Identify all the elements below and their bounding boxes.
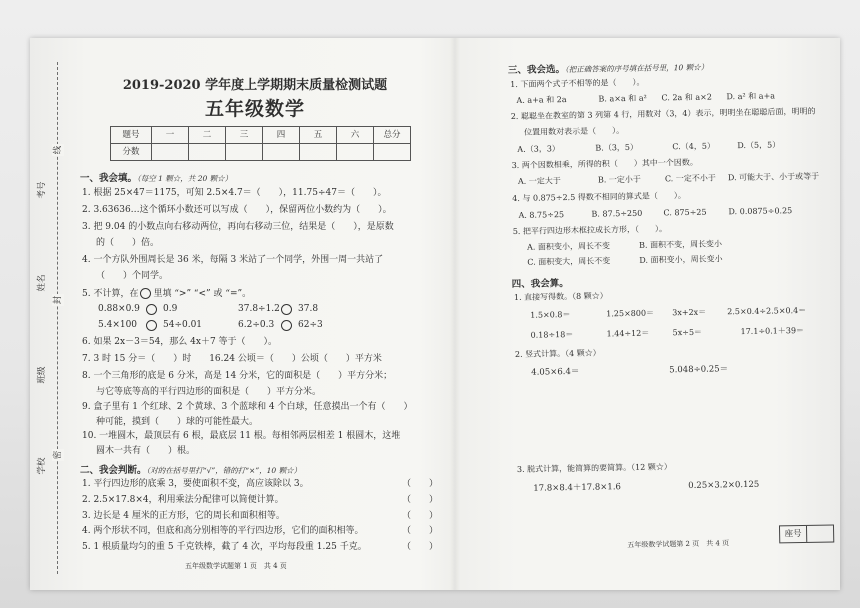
calc-stepwise-item: 0.25×3.2×0.125 — [688, 479, 760, 492]
score-cell — [189, 144, 226, 161]
score-table — [110, 126, 411, 161]
binding-school-label: 学校 — [37, 457, 47, 475]
fill-q2: 2. 3.63636…这个循环小数还可以写成（ ），保留两位小数约为（ ）。 — [82, 205, 392, 215]
page-footer-left: 五年级数学试题第 1 页 共 4 页 — [185, 562, 287, 570]
fill-q8-line1: 8. 一个三角形的底是 6 分米，高是 14 分米，它的面积是（ ）平方分米； — [82, 371, 393, 381]
binding-name-label: 姓名 — [37, 274, 47, 292]
score-cell — [374, 144, 411, 161]
judge-item: 3. 边长是 4 厘米的正方形，它的周长和面积相等。 — [82, 511, 285, 521]
compare-right: 0.9 — [163, 304, 178, 314]
judge-item: 2. 2.5×17.8×4，利用乘法分配律可以简便计算。 — [82, 495, 284, 505]
section-choose-header — [508, 59, 708, 77]
fill-q5 — [82, 288, 251, 300]
choose-q5-stem: 5. 把平行四边形木框拉成长方形，（ ）。 — [512, 224, 668, 237]
judge-answer-blank: （ ） — [402, 479, 439, 489]
choose-q5-option-c: C. 面积变大，周长不变 — [527, 256, 611, 267]
fill-q10-line2: 圆木一共有（ ）根。 — [96, 446, 196, 456]
section-judge-header — [80, 462, 301, 477]
section-calc-header — [512, 275, 569, 291]
judge-answer-blank: （ ） — [402, 495, 439, 505]
seat-number-blank — [807, 525, 833, 541]
choose-q2-stem-line1: 2. 聪聪坐在教室的第 3 列第 4 行，用数对（3，4）表示，明明坐在聪聪后面，明明的 — [510, 106, 816, 122]
calc-oral-item: 2.5×0.4÷2.5×0.4＝ — [727, 305, 807, 317]
right-page — [450, 0, 846, 608]
binding-exam-no-label: 考号 — [37, 181, 47, 199]
fill-q9-line1: 9. 盒子里有 1 个红球、2 个黄球、3 个蓝球和 4 个白球，任意摸出一个有（ ） — [82, 402, 413, 412]
calc-oral-item: 1.44÷12＝ — [606, 328, 650, 339]
compare-circle — [146, 320, 157, 331]
section-calc-title: 四、我会算。 — [511, 278, 569, 291]
compare-left: 5.4×100 — [98, 320, 138, 330]
calc-part1-title: 1. 直接写得数。（8 颗☆） — [513, 291, 608, 303]
calc-oral-item: 0.18÷18＝ — [530, 329, 574, 340]
choose-q1-stem: 1. 下面两个式子不相等的是（ ）。 — [510, 77, 645, 90]
section-choose-note: （把正确答案的序号填在括号里，10 颗☆） — [564, 62, 709, 75]
choose-q3-stem: 3. 两个因数相乘，所得的积（ ）其中一个因数。 — [511, 157, 698, 171]
choose-q2-stem-line2: 位置用数对表示是（ ）。 — [523, 126, 625, 137]
judge-answer-blank: （ ） — [402, 542, 439, 552]
seal-char-xian: 线 — [53, 145, 63, 155]
fill-q5-prefix: 5. 不计算，在 — [82, 289, 139, 299]
compare-left: 0.88×0.9 — [98, 304, 140, 314]
choose-q4-option-d: D. 0.0875÷0.25 — [728, 206, 793, 217]
choose-q5-option-a: A. 面积变小，周长不变 — [527, 241, 611, 252]
score-cell — [152, 144, 189, 161]
compare-circle — [140, 288, 151, 299]
calc-part3-title: 3. 脱式计算，能简算的要简算。（12 颗☆） — [516, 462, 672, 474]
fill-q6: 6. 如果 2x－3＝54，那么 4x＋7 等于（ ）。 — [82, 337, 278, 347]
choose-q2-option-b: B.（3，5） — [595, 142, 639, 153]
score-header-cell: 题号 — [111, 127, 152, 144]
fill-q5-suffix: 里填 “>” “<” 或 “=”。 — [153, 289, 252, 299]
compare-right: 62÷3 — [298, 320, 323, 330]
fill-q9-line2: 种可能，摸到（ ）球的可能性最大。 — [96, 417, 259, 427]
judge-item: 1. 平行四边形的底乘 3，要使面积不变，高应该除以 3。 — [82, 479, 309, 489]
section-fill-title: 一、我会填。 — [80, 173, 138, 184]
compare-circle — [146, 304, 157, 315]
calc-oral-item: 1.25×800＝ — [606, 308, 655, 319]
score-cell — [226, 144, 263, 161]
fill-q10-line1: 10. 一堆圆木，最顶层有 6 根，最底层 11 根。每相邻两层相差 1 根圆木，这堆 — [82, 431, 401, 441]
fill-q7: 7. 3 时 15 分＝（ ）时 16.24 公顷＝（ ）公顷（ ）平方米 — [82, 354, 382, 364]
choose-q5-option-d: D. 面积变小，周长变小 — [639, 254, 723, 265]
choose-q1-option-d: D. a² 和 a+a — [726, 91, 776, 102]
binding-dashed-line — [57, 62, 58, 574]
score-header-cell: 六 — [337, 127, 374, 144]
page-footer-right: 五年级数学试题第 2 页 共 4 页 — [627, 539, 730, 550]
score-cell — [337, 144, 374, 161]
score-cell — [263, 144, 300, 161]
seal-char-feng: 封 — [53, 295, 63, 305]
fill-q3-line1: 3. 把 9.04 的小数点向右移动两位，再向右移动三位，结果是（ ），是原数 — [82, 222, 394, 232]
score-header-cell: 二 — [189, 127, 226, 144]
section-fill-header — [80, 170, 232, 185]
calc-oral-item: 17.1÷0.1＋39＝ — [740, 325, 805, 337]
choose-q2-option-a: A.（3，3） — [517, 144, 560, 154]
compare-right: 37.8 — [298, 304, 319, 314]
fill-q4-line2: （ ）个同学。 — [96, 271, 169, 281]
choose-q1-option-a: A. a+a 和 2a — [516, 95, 567, 105]
calc-vertical-item: 4.05×6.4＝ — [531, 366, 580, 378]
choose-q3-option-c: C. 一定不小于 — [664, 173, 716, 184]
choose-q1-option-c: C. 2a 和 a×2 — [661, 92, 713, 103]
judge-item: 4. 两个形状不同，但底和高分别相等的平行四边形，它们的面积相等。 — [82, 526, 364, 536]
judge-item: 5. 1 根质量均匀的重 5 千克铁棒，截了 4 次，平均每段重 1.25 千克。 — [82, 542, 367, 552]
judge-answer-blank: （ ） — [402, 511, 439, 521]
choose-q4-option-b: B. 87.5÷250 — [591, 208, 643, 219]
exam-title: 2019-2020 学年度上学期期末质量检测试题 — [122, 78, 388, 93]
choose-q2-option-c: C.（4，5） — [672, 141, 715, 152]
section-judge-note: （对的在括号里打“√”，错的打“×”，10 颗☆） — [146, 466, 302, 475]
choose-q4-option-c: C. 875÷25 — [663, 207, 707, 218]
exam-subject: 五年级数学 — [204, 98, 305, 120]
score-table-score-row — [111, 144, 411, 161]
calc-oral-item: 1.5×0.8＝ — [530, 310, 571, 320]
score-table-header-row — [111, 127, 411, 144]
score-header-cell: 四 — [263, 127, 300, 144]
fill-q1: 1. 根据 25×47＝1175，可知 2.5×4.7＝（ ），11.75÷47＝（ ）。 — [82, 188, 387, 198]
binding-class-label: 班级 — [37, 366, 47, 384]
choose-q3-option-b: B. 一定小于 — [597, 174, 641, 185]
calc-stepwise-item: 17.8×8.4＋17.8×1.6 — [533, 482, 622, 494]
seal-char-mi: 密 — [53, 450, 63, 460]
judge-answer-blank: （ ） — [402, 526, 439, 536]
choose-q4-option-a: A. 8.75÷25 — [518, 210, 565, 220]
fill-q3-line2: 的（ ）倍。 — [96, 238, 160, 248]
compare-circle — [281, 320, 292, 331]
score-header-cell: 一 — [152, 127, 189, 144]
choose-q3-option-d: D. 可能大于、小于或等于 — [727, 171, 820, 183]
fill-q8-line2: 与它等底等高的平行四边形的面积是（ ）平方分米。 — [96, 387, 322, 397]
choose-q4-stem: 4. 与 0.875÷2.5 得数不相同的算式是（ ）。 — [512, 191, 686, 204]
compare-left: 37.8÷1.2 — [238, 304, 280, 314]
calc-oral-item: 3x+2x＝ — [672, 307, 707, 318]
section-fill-note: （每空 1 颗☆，共 20 颗☆） — [137, 174, 233, 183]
compare-left: 6.2÷0.3 — [238, 320, 275, 330]
section-choose-title: 三、我会选。 — [507, 64, 566, 77]
score-header-cell: 总分 — [374, 127, 411, 144]
score-header-cell: 五 — [300, 127, 337, 144]
score-row-label: 分数 — [111, 144, 152, 161]
choose-q5-option-b: B. 面积不变，周长变小 — [638, 239, 723, 250]
seat-number-label: 座号 — [780, 526, 807, 542]
fill-q4-line1: 4. 一个方队外围周长是 36 米，每隔 3 米站了一个同学，外围一周一共站了 — [82, 255, 384, 265]
choose-q1-option-b: B. a×a 和 a² — [598, 93, 647, 104]
choose-q3-option-a: A. 一定大于 — [517, 176, 561, 186]
compare-circle — [281, 304, 292, 315]
section-judge-title: 二、我会判断。 — [80, 465, 147, 476]
calc-part2-title: 2. 竖式计算。（4 颗☆） — [514, 348, 601, 360]
seat-number-box — [779, 524, 834, 543]
score-header-cell: 三 — [226, 127, 263, 144]
score-cell — [300, 144, 337, 161]
compare-right: 54÷0.01 — [163, 320, 203, 330]
calc-vertical-item: 5.048÷0.25＝ — [669, 364, 729, 376]
choose-q2-option-d: D.（5，5） — [737, 140, 781, 151]
calc-oral-item: 5x÷5＝ — [672, 327, 703, 338]
